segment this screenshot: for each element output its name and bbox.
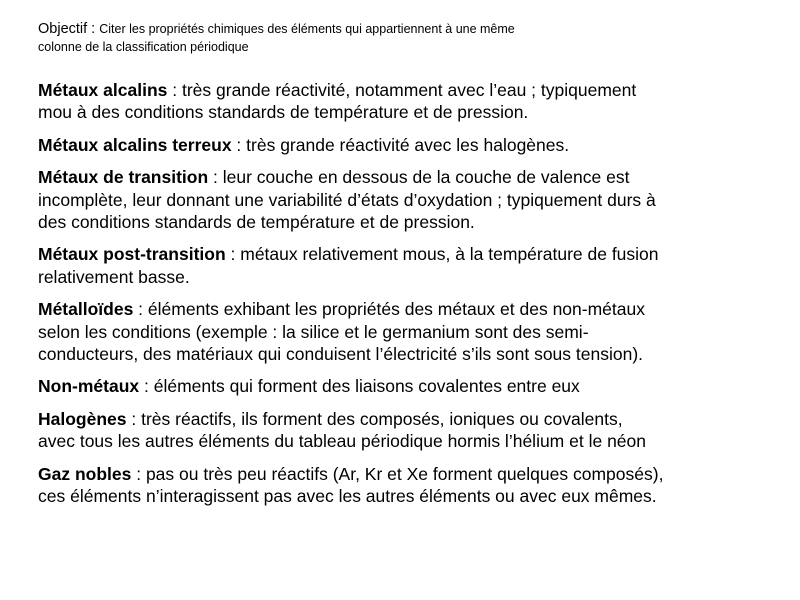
definition-line [38, 243, 786, 265]
definition-term: Non-métaux [38, 376, 140, 397]
definition-separator: : [131, 463, 146, 484]
definition-paragraph [38, 166, 786, 233]
definition-separator: : [133, 299, 148, 320]
definition-paragraph [38, 298, 786, 365]
definition-term: Métaux de transition [38, 167, 209, 188]
definition-text: ces éléments n’interagissent pas avec les autres éléments ou avec eux mêmes. [38, 486, 657, 507]
objective-label: Objectif : [38, 21, 100, 37]
definition-term: Métalloïdes [38, 299, 134, 320]
definition-paragraph [38, 463, 786, 508]
definition-term: Gaz nobles [38, 463, 132, 484]
definition-paragraph [38, 408, 786, 453]
definition-paragraph [38, 375, 786, 397]
definition-text: très réactifs, ils forment des composés, ioniques ou covalents, [141, 408, 623, 429]
definition-text: incomplète, leur donnant une variabilité d’états d’oxydation ; typiquement durs à [38, 189, 656, 210]
definition-text: éléments exhibant les propriétés des métaux et des non-métaux [147, 299, 645, 320]
definition-line [38, 408, 786, 430]
definition-text: relativement basse. [38, 266, 190, 287]
definition-text: avec tous les autres éléments du tableau périodique hormis l’hélium et le néon [38, 431, 646, 452]
objective-text-line1: Citer les propriétés chimiques des éléments qui appartiennent à une même [99, 22, 515, 36]
definition-text: très grande réactivité avec les halogènes. [246, 134, 570, 155]
definition-term: Métaux post-transition [38, 244, 226, 265]
objective-text-line2: colonne de la classification périodique [38, 40, 249, 54]
definitions-list [38, 79, 786, 518]
definition-separator: : [139, 376, 154, 397]
definition-line [38, 298, 786, 320]
definition-text: pas ou très peu réactifs (Ar, Kr et Xe forment quelques composés), [145, 463, 664, 484]
definition-line [38, 375, 786, 397]
definition-separator: : [208, 167, 223, 188]
definition-text: leur couche en dessous de la couche de valence est [222, 167, 630, 188]
objective-header [38, 20, 515, 56]
definition-term: Halogènes [38, 408, 127, 429]
definition-separator: : [231, 134, 247, 155]
definition-paragraph [38, 243, 786, 288]
definition-text: conducteurs, des matériaux qui conduisent l’électricité s’ils sont sous tension). [38, 344, 644, 365]
definition-separator: : [225, 244, 241, 265]
definition-paragraph [38, 134, 786, 156]
definition-term: Métaux alcalins terreux [38, 134, 232, 155]
definition-text: selon les conditions (exemple : la silice et le germanium sont des semi- [38, 321, 589, 342]
definition-text: métaux relativement mous, à la température de fusion [240, 244, 659, 265]
definition-text: des conditions standards de température et de pression. [38, 212, 475, 233]
definition-line [38, 79, 786, 101]
definition-paragraph [38, 79, 786, 124]
definition-text: très grande réactivité, notamment avec l’eau ; typiquement [181, 80, 637, 100]
definition-line [38, 166, 786, 188]
definition-term: Métaux alcalins [38, 80, 168, 100]
definition-text: éléments qui forment des liaisons covalentes entre eux [153, 376, 580, 397]
definition-separator: : [126, 408, 142, 429]
definition-separator: : [167, 80, 182, 100]
definition-line [38, 134, 786, 156]
definition-line [38, 463, 786, 485]
definition-text: mou à des conditions standards de température et de pression. [38, 102, 529, 123]
